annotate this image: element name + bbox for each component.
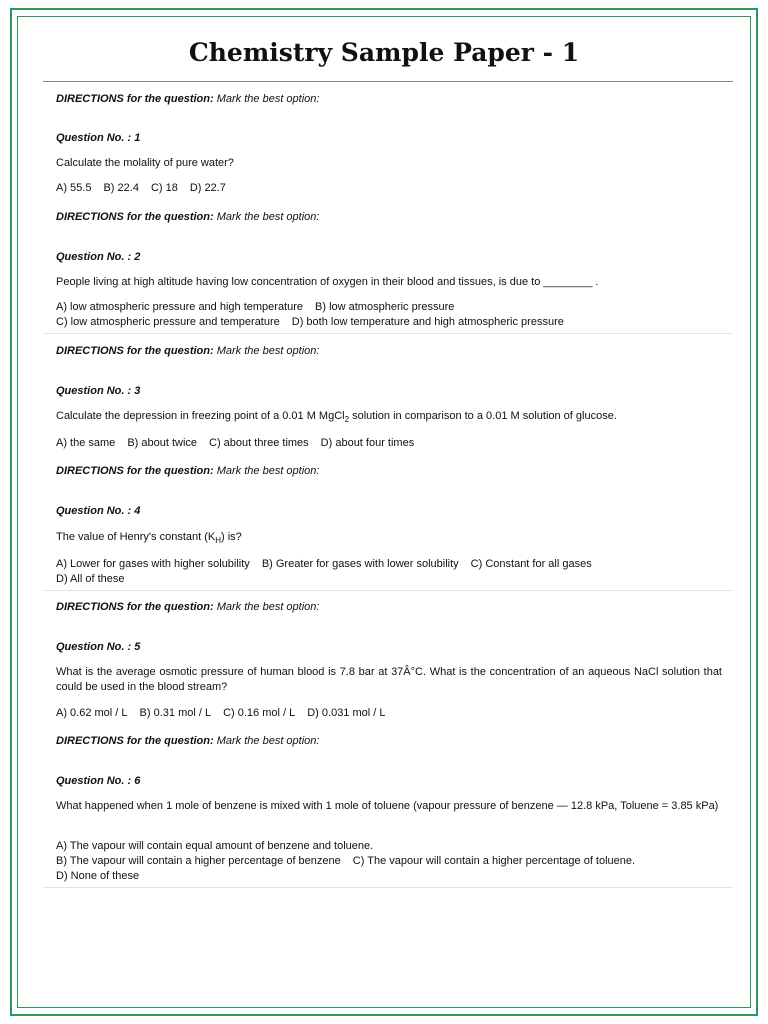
option-b[interactable]: B) 22.4 xyxy=(103,182,139,194)
option-a[interactable]: A) 0.62 mol / L xyxy=(56,707,128,719)
question-divider xyxy=(43,590,733,591)
question-text-part: ) is? xyxy=(221,531,242,543)
option-a[interactable]: A) low atmospheric pressure and high temperature xyxy=(56,301,304,313)
option-a[interactable]: A) Lower for gases with higher solubility xyxy=(56,558,250,570)
question-divider xyxy=(43,887,733,888)
question-options-4 xyxy=(56,557,604,587)
directions-6 xyxy=(56,734,319,749)
directions-text: Mark the best option: xyxy=(216,601,320,613)
directions-1 xyxy=(56,92,319,107)
directions-text: Mark the best option: xyxy=(216,211,320,223)
option-c[interactable]: C) about three times xyxy=(209,437,309,449)
directions-5 xyxy=(56,600,319,615)
question-text-1: Calculate the molality of pure water? xyxy=(56,157,234,169)
directions-label: DIRECTIONS for the question: xyxy=(56,735,214,747)
question-number-4: Question No. : 4 xyxy=(56,505,141,517)
directions-4 xyxy=(56,464,319,479)
page-title: Chemistry Sample Paper - 1 xyxy=(188,38,580,67)
option-c[interactable]: C) 18 xyxy=(150,182,178,194)
directions-label: DIRECTIONS for the question: xyxy=(56,601,214,613)
directions-text: Mark the best option: xyxy=(216,465,320,477)
option-b[interactable]: B) The vapour will contain a higher percentage of benzene xyxy=(56,855,341,867)
question-options-6 xyxy=(56,839,647,884)
directions-label: DIRECTIONS for the question: xyxy=(56,345,214,357)
question-options-1 xyxy=(56,181,238,196)
option-d[interactable]: D) All of these xyxy=(56,573,125,585)
option-d[interactable]: D) 0.031 mol / L xyxy=(307,707,386,719)
directions-label: DIRECTIONS for the question: xyxy=(56,211,214,223)
question-number-2: Question No. : 2 xyxy=(56,251,141,263)
option-b[interactable]: B) 0.31 mol / L xyxy=(139,707,212,719)
option-a[interactable]: A) the same xyxy=(56,437,116,449)
question-options-3 xyxy=(56,436,426,451)
directions-text: Mark the best option: xyxy=(216,735,320,747)
option-d[interactable]: D) None of these xyxy=(56,870,140,882)
title-divider xyxy=(43,81,733,82)
option-c[interactable]: C) Constant for all gases xyxy=(470,558,592,570)
question-text-5: What is the average osmotic pressure of human blood is 7.8 bar at 37Â°C. What is the concentration of an aqueous NaCl solution that could be used in the blood stream? xyxy=(56,666,722,693)
directions-3 xyxy=(56,344,319,359)
option-c[interactable]: C) 0.16 mol / L xyxy=(223,707,296,719)
subscript: 2 xyxy=(344,415,350,424)
question-options-5 xyxy=(56,706,398,721)
question-number-6: Question No. : 6 xyxy=(56,775,141,787)
directions-label: DIRECTIONS for the question: xyxy=(56,93,214,105)
question-text-3 xyxy=(56,409,617,427)
option-d[interactable]: D) about four times xyxy=(320,437,415,449)
question-text-part: Calculate the depression in freezing point of a 0.01 M MgCl xyxy=(56,410,345,422)
option-b[interactable]: B) Greater for gases with lower solubility xyxy=(261,558,459,570)
directions-2 xyxy=(56,210,319,225)
option-b[interactable]: B) low atmospheric pressure xyxy=(315,301,455,313)
question-number-5: Question No. : 5 xyxy=(56,641,141,653)
question-text-part: solution in comparison to a 0.01 M solution of glucose. xyxy=(349,410,617,422)
option-a[interactable]: A) 55.5 xyxy=(56,182,92,194)
directions-text: Mark the best option: xyxy=(216,93,320,105)
option-d[interactable]: D) 22.7 xyxy=(189,182,226,194)
option-c[interactable]: C) low atmospheric pressure and temperature xyxy=(56,316,280,328)
option-c[interactable]: C) The vapour will contain a higher percentage of toluene. xyxy=(352,855,636,867)
option-a[interactable]: A) The vapour will contain equal amount of benzene and toluene. xyxy=(56,840,374,852)
question-text-4 xyxy=(56,530,242,548)
option-b[interactable]: B) about twice xyxy=(127,437,198,449)
question-text-2: People living at high altitude having low concentration of oxygen in their blood and tissues, is due to ________ . xyxy=(56,276,599,288)
option-d[interactable]: D) both low temperature and high atmospheric pressure xyxy=(291,316,564,328)
subscript: H xyxy=(215,536,222,545)
directions-text: Mark the best option: xyxy=(216,345,320,357)
question-number-1: Question No. : 1 xyxy=(56,132,141,144)
question-options-2 xyxy=(56,300,576,330)
question-divider xyxy=(43,333,733,334)
question-text-part: The value of Henry's constant (K xyxy=(56,531,216,543)
directions-label: DIRECTIONS for the question: xyxy=(56,465,214,477)
question-number-3: Question No. : 3 xyxy=(56,385,141,397)
question-text-6: What happened when 1 mole of benzene is mixed with 1 mole of toluene (vapour pressure of benzene — 12.8 kPa, Toluene = 3.85 kPa) xyxy=(56,800,719,812)
